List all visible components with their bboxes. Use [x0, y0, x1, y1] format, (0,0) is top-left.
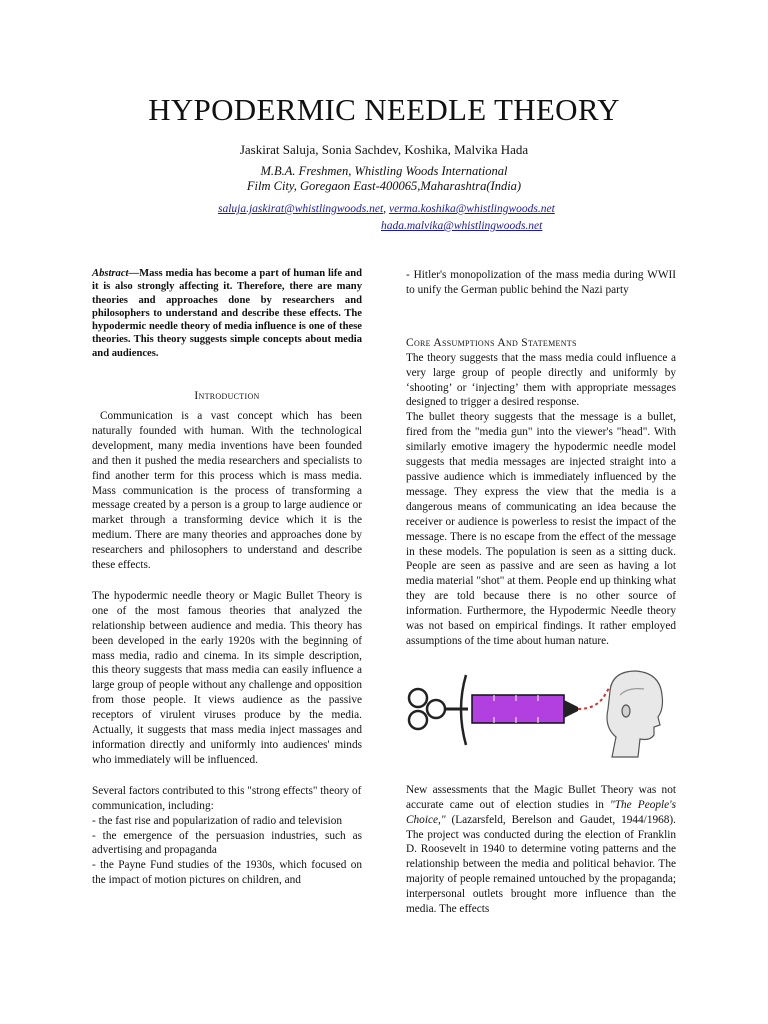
abstract-label: Abstract — [92, 268, 129, 279]
introduction-paragraph-1: Communication is a vast concept which has been naturally founded with human. With the technological development, many media inventions have been founded and then it pushed the media researchers and specialists to find another term for this process which is mass media. Mass communication is the process of transforming a message created by a person is a group to large audience or market through a transforming device which it is the medium. There are many theories and approaches done by researchers and philosophers to understand and describe these effects. — [92, 409, 362, 572]
affiliation-line-1: M.B.A. Freshmen, Whistling Woods International — [260, 164, 508, 178]
syringe-handle-rings — [409, 689, 445, 729]
affiliation-line-2: Film City, Goregaon East-400065,Maharashtra(India) — [246, 179, 522, 193]
human-head-icon — [607, 671, 663, 757]
core-paragraph-2: The bullet theory suggests that the message is a bullet, fired from the "media gun" into the viewer's "head". With similarly emotive imagery the hypodermic needle model suggests that media messages are injected straight into a passive audience which is immediately influenced by the message. They express the view that the media is a dangerous means of communicating an idea because the receiver or audience is powerless to resist the impact of the message. There is no escape from the effect of the message in these models. The population is seen as a sitting duck. People are seen as passive and are seen as having a lot media material "shot" at them. People end up thinking what they are told because there is no other source of information. Furthermore, the Hypodermic Needle theory was not based on empirical findings. It rather employed assumptions of the time about human nature. — [406, 411, 676, 647]
author-list: Jaskirat Saluja, Sonia Sachdev, Koshika, Malvika Hada — [239, 142, 529, 157]
factor-item-1: - the fast rise and popularization of radio and television — [92, 814, 343, 827]
abstract-dash: — — [128, 268, 140, 279]
syringe-head-figure — [398, 665, 674, 765]
email-link-hada[interactable]: hada.malvika@whistlingwoods.net — [381, 220, 543, 232]
assessment-text-1: New assessments that the Magic Bullet Theory was not accurate came out of election studies in — [406, 783, 676, 811]
factors-intro: Several factors contributed to this "strong effects" theory of communication, including: — [92, 784, 362, 812]
factor-item-3: - the Payne Fund studies of the 1930s, which focused on the impact of motion pictures on children, and — [92, 859, 362, 887]
left-column — [92, 267, 362, 888]
right-column — [406, 268, 676, 917]
core-assumptions-heading: Core Assumptions And Statements — [406, 336, 577, 349]
core-paragraph-1: The theory suggests that the mass media could influence a very large group of people directly and uniformly by ‘shooting’ or ‘injecting’ them with appropriate messages designed to trigger a desired response. — [406, 351, 676, 409]
email-separator: , — [383, 203, 389, 215]
introduction-heading: Introduction — [194, 390, 260, 403]
assessment-italic-title: "The People's Choice," — [406, 798, 676, 826]
email-link-saluja[interactable]: saluja.jaskirat@whistlingwoods.net — [218, 203, 384, 215]
email-link-koshika[interactable]: verma.koshika@whistlingwoods.net — [388, 203, 555, 215]
paper-title: HYPODERMIC NEEDLE THEORY — [148, 92, 620, 127]
abstract — [92, 267, 362, 360]
email-line-2 — [381, 220, 542, 232]
factor-item-2: - the emergence of the persuasion industries, such as advertising and propaganda — [92, 829, 362, 857]
abstract-text: Mass media has become a part of human life and it is also strongly affecting it. Therefore, there are many theories and approaches done by researchers and philosophers to understand and describe these effects. The hypodermic needle theory of media influence is one of these theories. This theory suggests simple concepts about media and audiences. — [92, 268, 362, 359]
introduction-paragraph-2: The hypodermic needle theory or Magic Bullet Theory is one of the most famous theories that analyzed the relationship between audience and media. This theory has been developed in the early 1920s with the beginning of mass media, radio and cinema. In its simple description, this theory suggests that mass media can easily influence a large group of people without any challenge and opposition from those people. It views audience as the passive receptors of virulent viruses produce by the media. Actually, it suggests that mass media inject massages and information directly and uniformly into audiences' minds who immediately will be influenced. — [92, 589, 362, 766]
assessment-text-2: (Lazarsfeld, Berelson and Gaudet, 1944/1968). The project was conducted during the election of Franklin D. Roosevelt in 1940 to determine voting patterns and the relationship between the media and political behavior. The majority of people remained untouched by the propaganda; interpersonal outlets brought more influence than the media. The effects — [406, 813, 676, 916]
syringe-tip — [564, 700, 578, 718]
factor-item-4: - Hitler's monopolization of the mass media during WWII to unify the German public behind the Nazi party — [406, 269, 676, 296]
assessment-paragraph — [406, 783, 676, 917]
affiliation — [0, 164, 768, 194]
syringe-barrel — [472, 695, 564, 723]
email-line-1 — [218, 203, 555, 215]
